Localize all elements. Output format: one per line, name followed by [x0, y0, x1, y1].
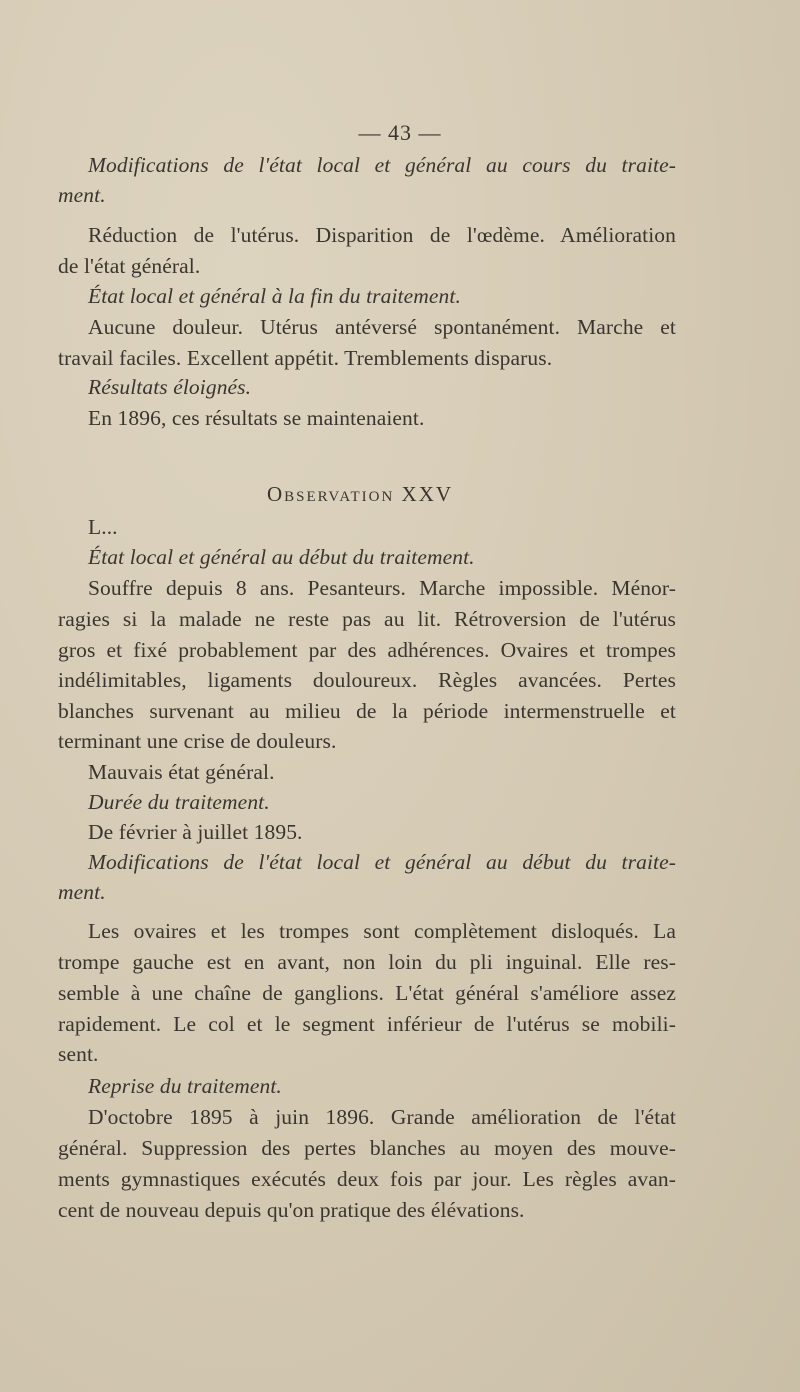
section-heading-continued: ment.: [58, 880, 106, 904]
paragraph-line: Aucune douleur. Utérus antéversé spontanément. Marche et: [88, 315, 676, 339]
paragraph-line: Les ovaires et les trompes sont complètement disloqués. La: [88, 919, 676, 943]
paragraph-line: De février à juillet 1895.: [88, 820, 303, 844]
page-number: — 43 —: [358, 120, 442, 145]
paragraph-line: travail faciles. Excellent appétit. Tremblements disparus.: [58, 346, 553, 370]
section-heading: État local et général au début du traitement.: [88, 545, 475, 569]
paragraph-line: rapidement. Le col et le segment inférieur de l'utérus se mobili-: [58, 1012, 676, 1036]
paragraph-line: général. Suppression des pertes blanches au moyen des mouve-: [58, 1136, 676, 1160]
paragraph-line: indélimitables, ligaments douloureux. Règles avancées. Pertes: [58, 668, 676, 692]
paragraph-line: Mauvais état général.: [88, 760, 275, 784]
observation-title: Observation XXV: [266, 482, 454, 506]
paragraph-line: de l'état général.: [58, 254, 201, 278]
patient-initial: L...: [88, 515, 118, 539]
paragraph-line: Réduction de l'utérus. Disparition de l'œdème. Amélioration: [88, 223, 676, 247]
paragraph-line: En 1896, ces résultats se maintenaient.: [88, 406, 425, 430]
paragraph-line: ments gymnastiques exécutés deux fois par jour. Les règles avan-: [58, 1167, 676, 1191]
section-heading: Modifications de l'état local et général au début du traite-: [88, 850, 676, 874]
section-heading: État local et général à la fin du traitement.: [88, 284, 461, 308]
section-heading: Modifications de l'état local et général au cours du traite-: [88, 153, 676, 177]
paragraph-line: Souffre depuis 8 ans. Pesanteurs. Marche impossible. Ménor-: [88, 576, 676, 600]
paragraph-line: D'octobre 1895 à juin 1896. Grande amélioration de l'état: [88, 1105, 676, 1129]
paragraph-line: semble à une chaîne de ganglions. L'état général s'améliore assez: [58, 981, 676, 1005]
paragraph-line: ragies si la malade ne reste pas au lit. Rétroversion de l'utérus: [58, 607, 676, 631]
section-heading: Durée du traitement.: [88, 790, 270, 814]
paragraph-line: terminant une crise de douleurs.: [58, 729, 337, 753]
paragraph-line: sent.: [58, 1042, 99, 1066]
section-heading-continued: ment.: [58, 183, 106, 207]
paragraph-line: gros et fixé probablement par des adhérences. Ovaires et trompes: [58, 638, 676, 662]
section-heading: Résultats éloignés.: [88, 375, 252, 399]
section-heading: Reprise du traitement.: [88, 1074, 282, 1098]
paragraph-line: cent de nouveau depuis qu'on pratique des élévations.: [58, 1198, 525, 1222]
paragraph-line: blanches survenant au milieu de la période intermenstruelle et: [58, 699, 676, 723]
paragraph-line: trompe gauche est en avant, non loin du pli inguinal. Elle res-: [58, 950, 676, 974]
